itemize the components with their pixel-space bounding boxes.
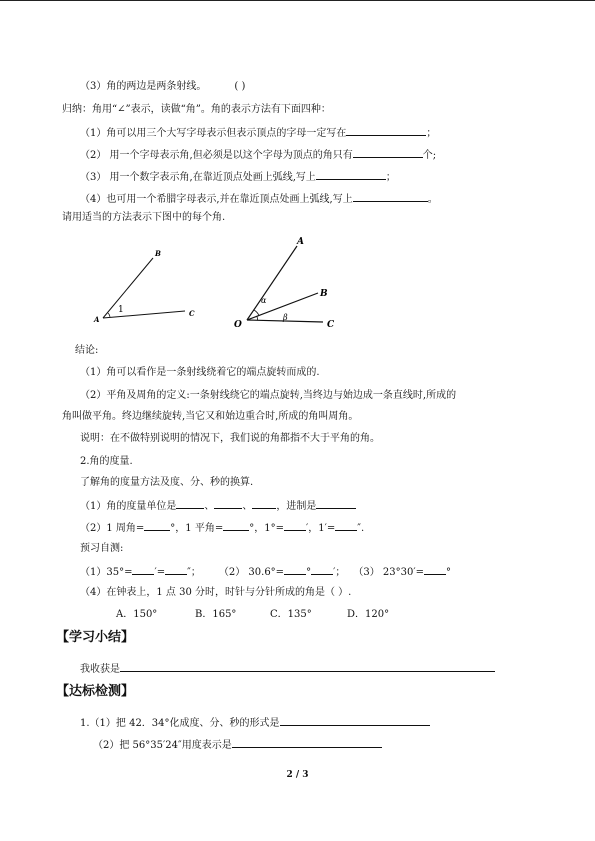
label-alpha: α [261, 296, 267, 305]
ray-ab [103, 258, 153, 318]
blank-field[interactable] [214, 498, 242, 509]
label-o: O [234, 320, 242, 330]
blank-field[interactable] [223, 520, 249, 531]
p1-b: ′= [154, 567, 166, 578]
label-a: A [94, 315, 100, 324]
blank-field[interactable] [120, 661, 495, 672]
q2-a: （2）1 周角= [80, 523, 145, 534]
answer-parentheses: ( ) [234, 81, 246, 92]
label-beta: β [283, 313, 288, 322]
question-units [80, 498, 356, 514]
ray-oa [247, 246, 297, 320]
blank-field[interactable] [165, 564, 187, 575]
q1-text-b: ，进制是 [276, 501, 317, 512]
p3-a: （3） 23°30′= [353, 567, 424, 578]
label-a: A [297, 237, 304, 247]
summary-notation: 归纳：角用“∠”表示，读做“角”。角的表示方法有下面四种： [62, 104, 331, 115]
ray-ac [103, 311, 185, 318]
blank-field[interactable] [284, 520, 306, 531]
punct: 。 [427, 194, 438, 205]
test-heading: 【达标检测】 [56, 684, 135, 699]
blank-field[interactable] [132, 564, 154, 575]
p1-c: ″； [187, 567, 201, 578]
label-b: B [320, 289, 328, 299]
label-c: C [327, 320, 335, 330]
option-a: A．150° [116, 609, 158, 620]
option-d: D．120° [347, 609, 390, 620]
blank-field[interactable] [284, 564, 306, 575]
blank-field[interactable] [232, 737, 382, 748]
blank-field[interactable] [144, 520, 170, 531]
option-c: C．135° [270, 609, 312, 620]
q1-text: （1）角的度量单位是 [80, 501, 177, 512]
q2-b: °，1 平角= [170, 523, 224, 534]
blank-field[interactable] [316, 498, 356, 509]
sep: 、 [204, 501, 215, 512]
method-3-text: （3） 用一个数字表示角,在靠近顶点处画上弧线,写上 [80, 172, 316, 183]
method-2-text: （2） 用一个字母表示角,但必须是以这个字母为顶点的角只有 [80, 150, 353, 161]
blank-field[interactable] [280, 715, 430, 726]
p1-a: （1）35°= [80, 567, 133, 578]
p2-b: ° [306, 567, 312, 578]
statement-3-text: （3）角的两边是两条射线。 [80, 81, 207, 92]
summary-line [80, 661, 495, 677]
blank-field[interactable] [424, 564, 446, 575]
figure-angle-1 [93, 249, 195, 324]
angle-figures [0, 0, 595, 345]
method-4-text: （4）也可用一个希腊字母表示,并在靠近顶点处画上弧线,写上 [80, 194, 353, 205]
test-question-1 [80, 715, 430, 731]
blank-field[interactable] [176, 498, 204, 509]
preview-questions [80, 564, 451, 580]
q2-c: °，1°= [249, 523, 284, 534]
label-c: C [189, 309, 195, 318]
blank-field[interactable] [311, 564, 333, 575]
arc-alpha [254, 310, 259, 316]
t1-text: 1.（1）把 42．34°化成度、分、秒的形式是 [80, 718, 280, 729]
punct: ； [426, 128, 437, 139]
q2-d: ′，1′= [305, 523, 336, 534]
conclusion-2b: 角叫做平角。终边继续旋转,当它又和始边重合时,所成的角叫周角。 [62, 411, 359, 422]
option-b: B．165° [195, 609, 237, 620]
label-b: B [155, 249, 161, 258]
blank-field[interactable] [252, 498, 276, 509]
note: 说明：在不做特别说明的情况下，我们说的角都指不大于平角的角。 [80, 433, 380, 444]
page-number: 2 / 3 [286, 770, 309, 780]
preview-title: 预习自测: [80, 543, 124, 554]
conclusion-2a: （2）平角及周角的定义:一条射线绕它的端点旋转,当终边与始边成一条直线时,所成的 [80, 390, 457, 401]
p2-c: ′； [333, 567, 346, 578]
conclusion-1: （1）角可以看作是一条射线绕着它的端点旋转而成的. [80, 367, 320, 378]
sep: 、 [242, 501, 253, 512]
punct: 个; [422, 150, 437, 161]
learn-measure: 了解角的度量方法及度、分、秒的换算. [80, 477, 254, 488]
preview-question-4: （4）在钟表上，1 点 30 分时，时针与分针所成的角是（ ）. [80, 587, 352, 598]
p2-a: （2） 30.6°= [218, 567, 285, 578]
summary-heading: 【学习小结】 [56, 630, 135, 645]
p3-b: ° [445, 567, 451, 578]
method-1-text: （1）角可以用三个大写字母表示但表示顶点的字母一定写在 [80, 128, 347, 139]
q2-e: ″. [357, 523, 365, 534]
test-question-2 [93, 737, 382, 753]
question-conversions [80, 520, 364, 536]
arc-beta [257, 317, 258, 321]
punct: ； [385, 172, 396, 183]
figure-angle-2 [234, 237, 335, 330]
blank-field[interactable] [335, 520, 357, 531]
section-2-title: 2.角的度量. [80, 456, 133, 467]
arc-1 [108, 313, 110, 318]
summary-label: 我收获是 [80, 664, 120, 675]
instruction: 请用适当的方法表示下图中的每个角. [62, 212, 226, 223]
t2-text: （2）把 56°35′24″用度表示是 [93, 740, 232, 751]
conclusion-title: 结论: [75, 345, 99, 356]
label-1: 1 [118, 305, 124, 315]
